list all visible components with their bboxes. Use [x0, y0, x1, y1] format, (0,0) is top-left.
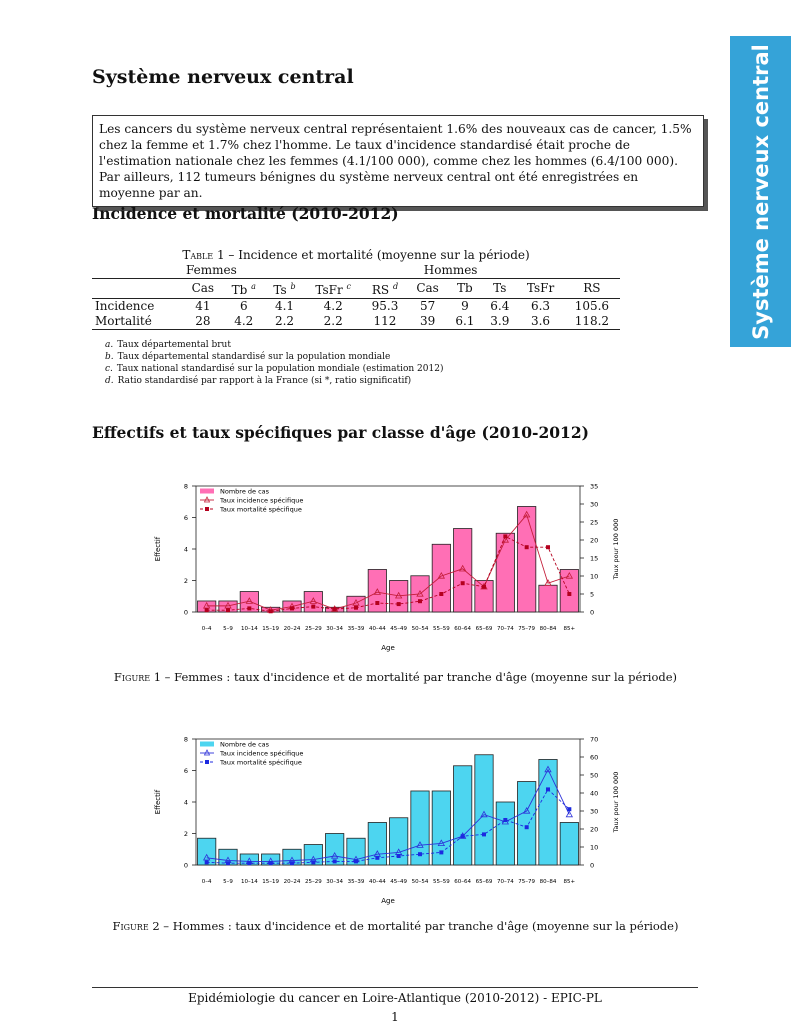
col-h-tsfr: TsFr [517, 279, 563, 299]
mortality-point-45–49 [397, 854, 401, 858]
x-tick-label: 25–29 [304, 626, 322, 632]
x-tick-label: 30–34 [326, 626, 344, 632]
page-number: 1 [391, 1010, 399, 1024]
mortality-point-75–79 [525, 545, 529, 549]
x-tick-label: 70–74 [496, 879, 514, 885]
mortality-point-25–29 [311, 605, 315, 609]
legend-mortality-marker [205, 507, 209, 511]
bar-65–69 [475, 755, 493, 865]
y-tick-label: 0 [183, 608, 188, 617]
x-tick-label: 60–64 [454, 879, 472, 885]
mortality-point-10–14 [247, 861, 251, 865]
x-tick-label: 55–59 [432, 879, 450, 885]
legend-bar-swatch [200, 742, 214, 747]
col-f-tsfr: TsFr $^c$ [304, 279, 362, 299]
y2-tick-label: 30 [590, 807, 599, 816]
chart-femmes [0, 476, 791, 656]
x-tick-label: 30–34 [326, 879, 344, 885]
y-tick-label: 0 [183, 861, 188, 870]
figure-1-caption: Figure 1 – Femmes : taux d'incidence et de mortalité par tranche d'âge (moyenne sur la période) [113, 670, 678, 684]
y2-tick-label: 30 [590, 500, 599, 509]
footnote-a: a. Taux départemental brut [105, 340, 231, 350]
mortality-point-65–69 [482, 832, 486, 836]
x-tick-label: 65–69 [475, 626, 493, 632]
side-chapter-tab [730, 36, 791, 347]
mortality-point-55–59 [439, 592, 443, 596]
group-femmes: Femmes [186, 263, 237, 277]
summary-box [92, 115, 704, 207]
legend-bar-swatch [200, 489, 214, 494]
mortality-point-85+ [567, 807, 571, 811]
section-title-age: Effectifs et taux spécifiques par classe d'âge (2010-2012) [92, 423, 589, 442]
bar-60–64 [454, 766, 472, 865]
mortality-point-30–34 [333, 607, 337, 611]
bar-75–79 [518, 782, 536, 865]
footnote-c: c. Taux national standardisé sur la population mondiale (estimation 2012) [105, 364, 444, 374]
mortality-point-75–79 [525, 825, 529, 829]
table-caption-text: – Incidence et mortalité (moyenne sur la période) [224, 248, 530, 262]
x-tick-label: 50–54 [411, 879, 429, 885]
x-tick-label: 0–4 [201, 626, 212, 632]
mortality-point-55–59 [439, 850, 443, 854]
x-tick-label: 10–14 [240, 879, 258, 885]
mortality-point-5–9 [226, 861, 230, 865]
x-tick-label: 0–4 [201, 879, 212, 885]
bar-80–84 [539, 585, 557, 612]
y2-tick-label: 20 [590, 536, 599, 545]
bar-85+ [560, 822, 578, 865]
y2-tick-label: 15 [590, 554, 599, 563]
x-tick-label: 45–49 [390, 879, 408, 885]
x-tick-label: 45–49 [390, 626, 408, 632]
legend-label-incidence: Taux incidence spécifique [220, 496, 304, 505]
mortality-point-50–54 [418, 599, 422, 603]
mortality-point-30–34 [333, 859, 337, 863]
table-group-row [92, 263, 620, 279]
bar-25–29 [304, 592, 322, 612]
summary-paragraph-2: Par ailleurs, 112 tumeurs bénignes du système nerveux central ont été enregistrées en moyenne par an. [99, 170, 639, 200]
x-tick-label: 70–74 [496, 626, 514, 632]
y-tick-label: 2 [183, 830, 188, 838]
y2-tick-label: 40 [590, 789, 599, 798]
x-tick-label: 50–54 [411, 626, 429, 632]
col-f-ts: Ts $^b$ [265, 279, 304, 299]
mortality-point-5–9 [226, 608, 230, 612]
mortality-point-70–74 [503, 534, 507, 538]
bar-60–64 [454, 529, 472, 612]
mortality-point-60–64 [461, 834, 465, 838]
y-tick-label: 6 [183, 514, 188, 522]
x-tick-label: 15–19 [262, 626, 280, 632]
y2-tick-label: 50 [590, 771, 599, 780]
x-axis-title: Age [381, 897, 395, 905]
mortality-point-0–4 [205, 860, 209, 864]
footnote-b: b. Taux départemental standardisé sur la population mondiale [105, 352, 391, 362]
mortality-point-70–74 [503, 818, 507, 822]
col-f-rs: RS $^d$ [362, 279, 408, 299]
mortality-point-50–54 [418, 852, 422, 856]
x-tick-label: 40–44 [368, 879, 386, 885]
col-h-ts: Ts [482, 279, 517, 299]
y2-tick-label: 10 [590, 572, 599, 581]
legend-mortality-marker [205, 760, 209, 764]
side-tab-label: Système nerveux central [748, 43, 773, 340]
y2-tick-label: 35 [590, 482, 599, 491]
section-title-incidence: Incidence et mortalité (2010-2012) [92, 204, 399, 223]
y-tick-label: 8 [183, 482, 188, 491]
table-caption-label: Table 1 [182, 248, 225, 262]
x-tick-label: 85+ [563, 626, 576, 632]
footer-rule [92, 987, 698, 988]
incidence-mortality-table [92, 263, 620, 330]
x-axis-title: Age [381, 644, 395, 652]
table-row-incidence: Incidence 41 6 4.1 4.2 95.3 57 9 6.4 6.3 105.6 [95, 299, 610, 313]
legend-label-mortality: Taux mortalité spécifique [220, 758, 302, 767]
x-tick-label: 85+ [563, 879, 576, 885]
x-tick-label: 5–9 [223, 626, 233, 632]
x-tick-label: 80–84 [539, 879, 557, 885]
y-tick-label: 6 [183, 767, 188, 775]
chart-hommes-svg [0, 729, 791, 909]
summary-paragraph-1: Les cancers du système nerveux central représentaient 1.6% des nouveaux cas de cancer, 1.5% chez la femme et 1.7% chez l'homme. Le taux d'incidence standardisé était proche de l'estimation nationale chez les femmes (4.1/100 000), comme chez les hommes (6.4/100 000). [99, 122, 692, 168]
x-tick-label: 35–39 [347, 626, 365, 632]
y2-tick-label: 10 [590, 843, 599, 852]
legend-label-incidence: Taux incidence spécifique [220, 749, 304, 758]
footer-text: Epidémiologie du cancer en Loire-Atlantique (2010-2012) - EPIC-PL [188, 991, 602, 1005]
mortality-point-10–14 [247, 606, 251, 610]
footnote-d: d. Ratio standardisé par rapport à la France (si *, ratio significatif) [105, 376, 412, 386]
y2-tick-label: 60 [590, 753, 599, 762]
mortality-line [207, 789, 570, 863]
mortality-point-35–39 [354, 606, 358, 610]
y-axis-title: Effectif [154, 536, 162, 562]
mortality-point-80–84 [546, 787, 550, 791]
col-h-tb: Tb [447, 279, 482, 299]
table-header-row [92, 279, 620, 299]
figure-2-caption: Figure 2 – Hommes : taux d'incidence et de mortalité par tranche d'âge (moyenne sur la période) [112, 919, 679, 933]
mortality-point-60–64 [461, 581, 465, 585]
bar-70–74 [496, 802, 514, 865]
x-tick-label: 65–69 [475, 879, 493, 885]
y2-axis-title: Taux pour 100 000 [612, 518, 620, 580]
y2-tick-label: 70 [590, 735, 599, 744]
y2-tick-label: 5 [590, 590, 595, 599]
page-title: Système nerveux central [92, 66, 354, 88]
x-tick-label: 20–24 [283, 879, 301, 885]
col-f-cas: Cas [183, 279, 223, 299]
mortality-point-20–24 [290, 861, 294, 865]
mortality-point-20–24 [290, 606, 294, 610]
y2-tick-label: 0 [590, 861, 595, 870]
legend-label-mortality: Taux mortalité spécifique [220, 505, 302, 514]
y-tick-label: 4 [183, 545, 188, 554]
x-tick-label: 80–84 [539, 626, 557, 632]
y2-tick-label: 20 [590, 825, 599, 834]
legend-incidence-marker [205, 750, 210, 755]
mortality-point-45–49 [397, 602, 401, 606]
table-caption [92, 248, 620, 262]
mortality-point-80–84 [546, 545, 550, 549]
y-tick-label: 2 [183, 577, 188, 585]
x-tick-label: 75–79 [518, 879, 536, 885]
y2-tick-label: 0 [590, 608, 595, 617]
chart-hommes [0, 729, 791, 909]
mortality-point-15–19 [269, 861, 273, 865]
bar-85+ [560, 569, 578, 612]
bar-40–44 [368, 569, 386, 612]
x-tick-label: 55–59 [432, 626, 450, 632]
mortality-point-85+ [567, 592, 571, 596]
x-tick-label: 5–9 [223, 879, 233, 885]
bar-70–74 [496, 533, 514, 612]
table-row-mortalite: Mortalité 28 4.2 2.2 2.2 112 39 6.1 3.9 3.6 118.2 [92, 314, 620, 330]
mortality-point-65–69 [482, 585, 486, 589]
x-tick-label: 20–24 [283, 626, 301, 632]
incidence-line [207, 770, 570, 862]
bar-80–84 [539, 759, 557, 865]
x-tick-label: 60–64 [454, 626, 472, 632]
y-tick-label: 8 [183, 735, 188, 744]
mortality-point-0–4 [205, 608, 209, 612]
legend-label-cases: Nombre de cas [220, 487, 270, 496]
x-tick-label: 75–79 [518, 626, 536, 632]
mortality-point-40–44 [375, 856, 379, 860]
x-tick-label: 15–19 [262, 879, 280, 885]
mortality-point-25–29 [311, 860, 315, 864]
col-h-rs: RS [564, 279, 620, 299]
mortality-point-35–39 [354, 859, 358, 863]
mortality-point-15–19 [269, 609, 273, 613]
col-f-tb: Tb $^a$ [223, 279, 265, 299]
y-axis-title: Effectif [154, 789, 162, 815]
x-tick-label: 40–44 [368, 626, 386, 632]
incidence-line [207, 515, 570, 610]
mortality-point-40–44 [375, 601, 379, 605]
table-footnotes [105, 339, 443, 387]
legend-incidence-marker [205, 497, 210, 502]
x-tick-label: 25–29 [304, 879, 322, 885]
chart-femmes-svg [0, 476, 791, 656]
mortality-line [207, 536, 570, 611]
y2-tick-label: 25 [590, 518, 599, 527]
col-h-cas: Cas [408, 279, 448, 299]
legend-label-cases: Nombre de cas [220, 740, 270, 749]
y2-axis-title: Taux pour 100 000 [612, 771, 620, 833]
x-tick-label: 10–14 [240, 626, 258, 632]
group-hommes: Hommes [423, 263, 478, 277]
x-tick-label: 35–39 [347, 879, 365, 885]
y-tick-label: 4 [183, 798, 188, 807]
